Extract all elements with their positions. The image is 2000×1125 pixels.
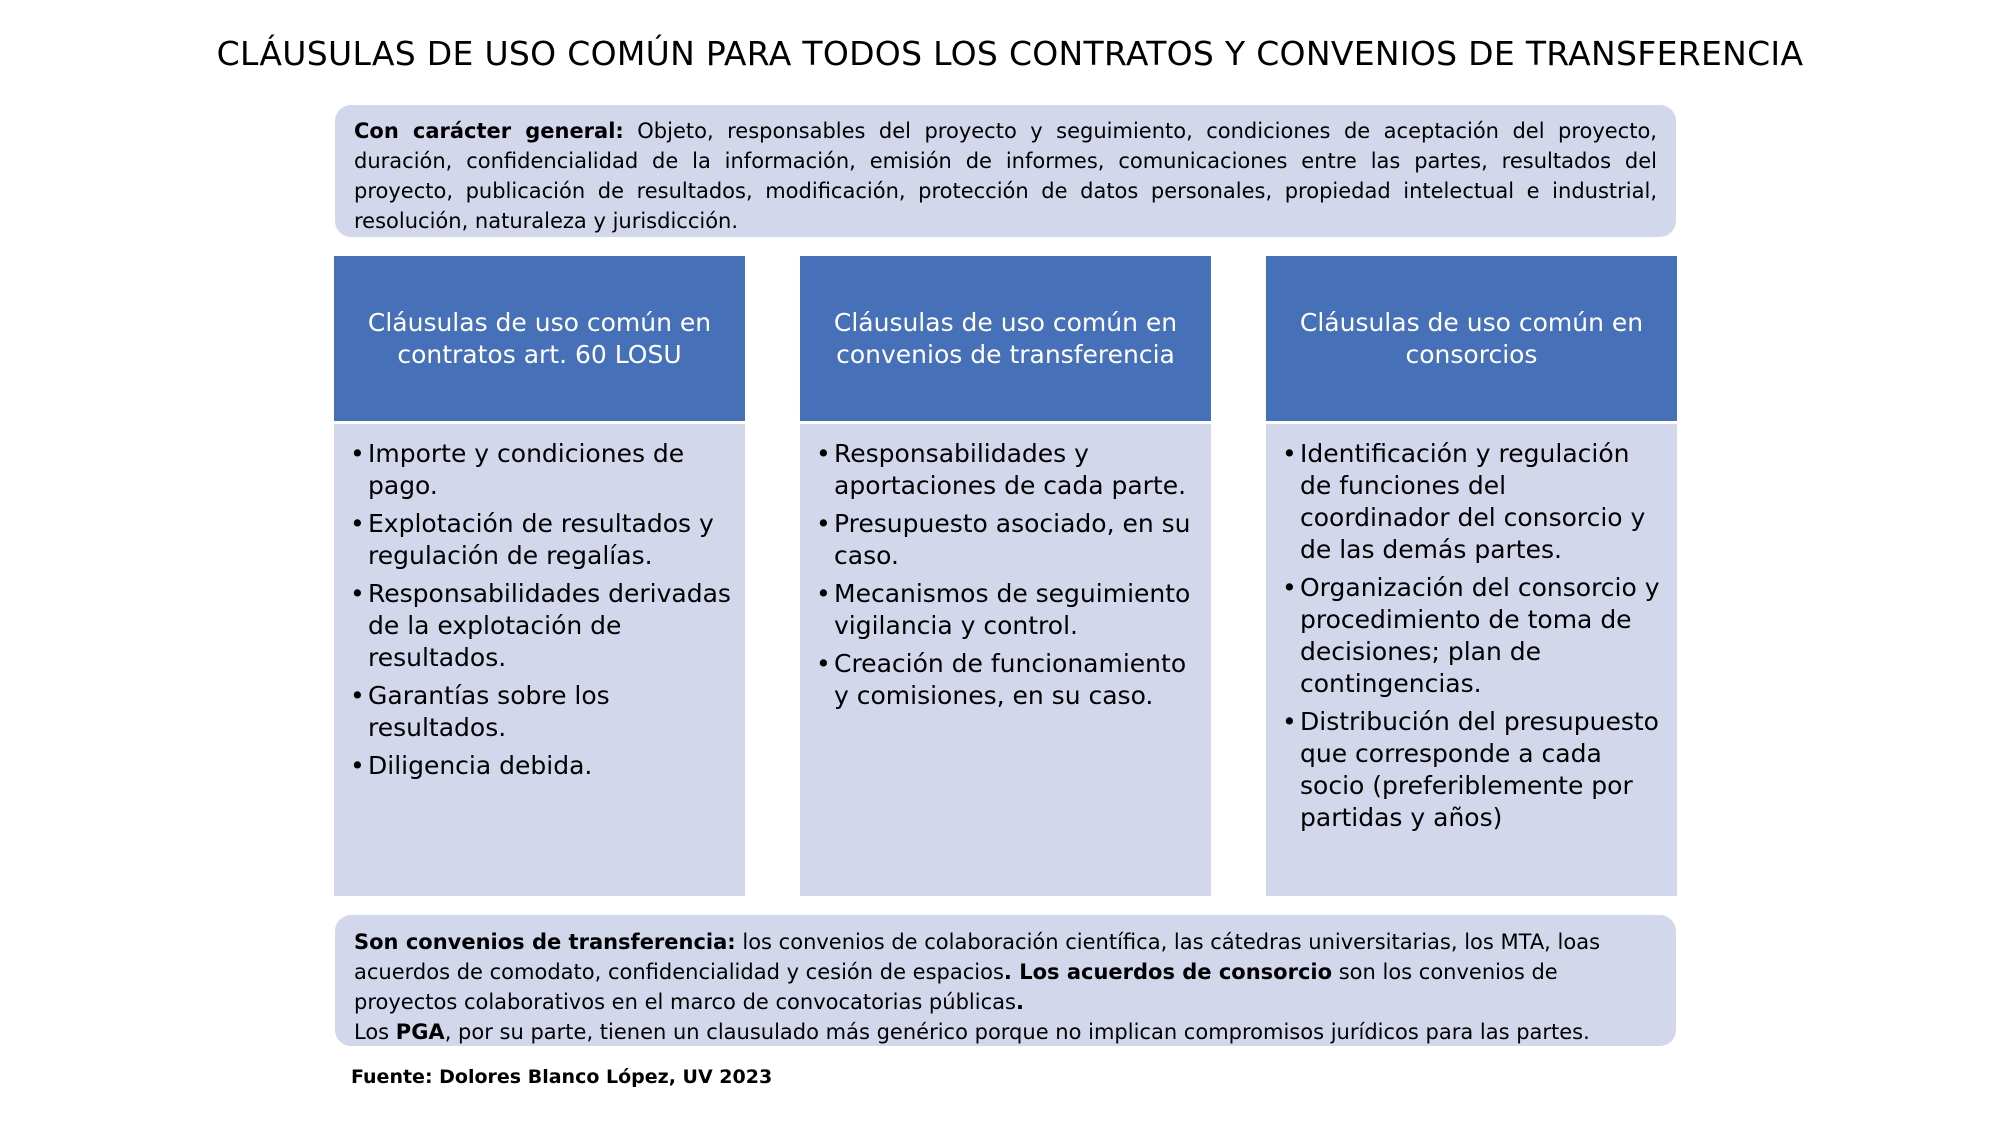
column-header-label: Cláusulas de uso común en consorcios	[1299, 307, 1644, 369]
list-item	[350, 508, 731, 572]
bullet-icon: •	[1282, 439, 1297, 468]
general-label: Con carácter general:	[354, 119, 624, 143]
column-header-label: Cláusulas de uso común en convenios de transferencia	[833, 307, 1178, 369]
bullet-icon: •	[350, 579, 365, 608]
bullet-icon: •	[1282, 707, 1297, 736]
clause-list	[350, 438, 731, 782]
column-header-contratos	[334, 256, 745, 421]
list-item	[350, 750, 731, 782]
clause-list	[1282, 438, 1663, 834]
note-paragraph-2	[354, 1017, 1657, 1047]
column-header-label: Cláusulas de uso común en contratos art. 60 LOSU	[367, 307, 712, 369]
note-punct: .	[1015, 990, 1024, 1014]
list-item-text: Distribución del presupuesto que corresponde a cada socio (preferiblemente por partidas y años)	[1300, 707, 1659, 832]
transfer-agreements-note	[335, 915, 1676, 1046]
list-item	[816, 438, 1197, 502]
list-item	[350, 438, 731, 502]
list-item-text: Organización del consorcio y procedimiento de toma de decisiones; plan de contingencias.	[1300, 573, 1660, 698]
column-body-consorcios	[1266, 424, 1677, 896]
list-item	[816, 648, 1197, 712]
note-text: , por su parte, tienen un clausulado más genérico porque no implican compromisos jurídicos para las partes.	[444, 1020, 1590, 1044]
note-punct: .	[1003, 960, 1012, 984]
note-bold-label: Los acuerdos de consorcio	[1011, 960, 1333, 984]
list-item	[1282, 438, 1663, 566]
source-caption: Fuente: Dolores Blanco López, UV 2023	[351, 1066, 773, 1088]
list-item	[350, 680, 731, 744]
column-header-consorcios	[1266, 256, 1677, 421]
note-bold-label: PGA	[395, 1020, 445, 1044]
bullet-icon: •	[816, 579, 831, 608]
bullet-icon: •	[1282, 573, 1297, 602]
list-item-text: Diligencia debida.	[368, 751, 593, 780]
list-item-text: Identificación y regulación de funciones del coordinador del consorcio y de las demás partes.	[1300, 439, 1646, 564]
list-item-text: Responsabilidades derivadas de la explotación de resultados.	[368, 579, 731, 672]
bullet-icon: •	[816, 439, 831, 468]
bullet-icon: •	[350, 439, 365, 468]
list-item-text: Importe y condiciones de pago.	[368, 439, 685, 500]
note-text: Los	[354, 1020, 396, 1044]
list-item	[1282, 706, 1663, 834]
column-body-convenios	[800, 424, 1211, 896]
list-item	[816, 578, 1197, 642]
list-item	[816, 508, 1197, 572]
bullet-icon: •	[816, 509, 831, 538]
general-clauses-box	[335, 105, 1676, 237]
general-text: Objeto, responsables del proyecto y seguimiento, condiciones de aceptación del proyecto, duración, confidencialidad de la información, emisión de informes, comunicaciones entre las partes, resultados del proyecto, publicación de resultados, modificación, protección de datos personales, propiedad intelectual e industrial, resolución, naturaleza y jurisdicción.	[354, 119, 1657, 233]
bullet-icon: •	[350, 751, 365, 780]
clause-list	[816, 438, 1197, 712]
list-item	[350, 578, 731, 674]
list-item-text: Explotación de resultados y regulación de regalías.	[368, 509, 714, 570]
column-header-convenios	[800, 256, 1211, 421]
list-item-text: Creación de funcionamiento y comisiones, en su caso.	[834, 649, 1187, 710]
page-title: CLÁUSULAS DE USO COMÚN PARA TODOS LOS CONTRATOS Y CONVENIOS DE TRANSFERENCIA	[216, 34, 1804, 73]
list-item-text: Presupuesto asociado, en su caso.	[834, 509, 1191, 570]
bullet-icon: •	[816, 649, 831, 678]
note-text: son los convenios de proyectos colaborativos en el marco de convocatorias públicas	[354, 960, 1558, 1014]
column-body-contratos	[334, 424, 745, 896]
list-item-text: Garantías sobre los resultados.	[368, 681, 610, 742]
list-item-text: Mecanismos de seguimiento vigilancia y control.	[834, 579, 1191, 640]
bullet-icon: •	[350, 681, 365, 710]
list-item-text: Responsabilidades y aportaciones de cada parte.	[834, 439, 1187, 500]
note-bold-label: Son convenios de transferencia:	[354, 930, 736, 954]
bullet-icon: •	[350, 509, 365, 538]
note-text: los convenios de colaboración científica, las cátedras universitarias, los MTA, loas acuerdos de comodato, confidencialidad y cesión de espacios	[354, 930, 1601, 984]
note-paragraph-1	[354, 927, 1657, 1017]
list-item	[1282, 572, 1663, 700]
